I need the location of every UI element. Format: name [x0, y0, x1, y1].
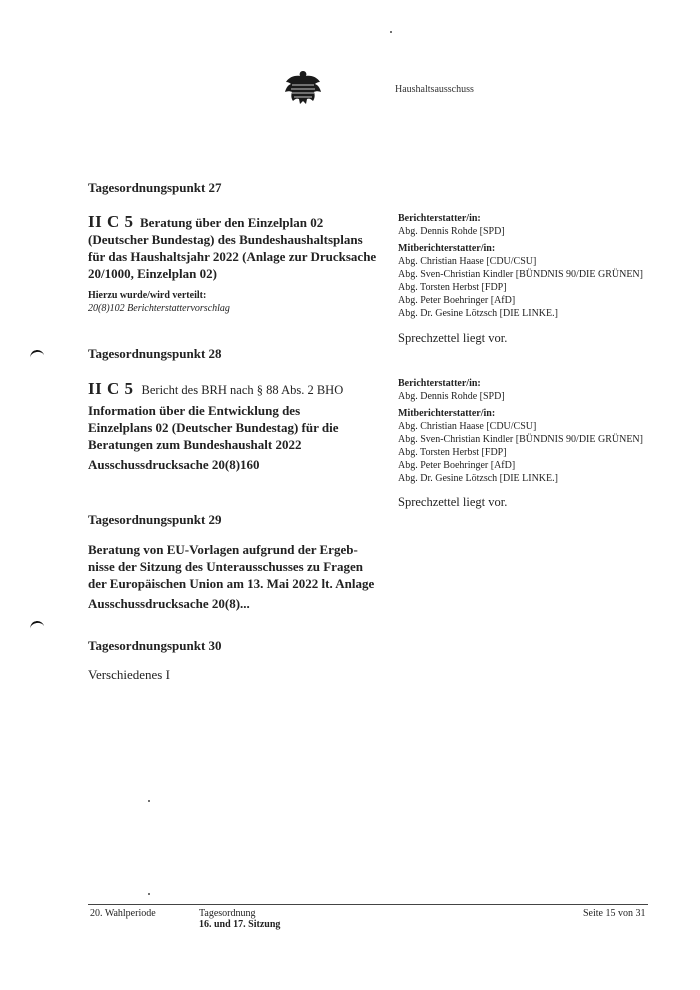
- item-29-title-line-2: nisse der Sitzung des Unterausschusses zu Fragen: [88, 559, 363, 574]
- item-28-code-line: [88, 379, 343, 399]
- item-28-corapporteur-label: Mitberichterstatter/in:: [398, 408, 496, 419]
- item-28-corapporteur: Abg. Christian Haase [CDU/CSU]: [398, 421, 537, 432]
- item-27-corapporteur-label: Mitberichterstatter/in:: [398, 243, 496, 254]
- item-28-corapporteur: Abg. Torsten Herbst [FDP]: [398, 447, 507, 458]
- item-29-title: [88, 541, 388, 592]
- item-27-corapporteur: Abg. Dr. Gesine Lötzsch [DIE LINKE.]: [398, 308, 558, 319]
- footer-session: 16. und 17. Sitzung: [199, 919, 281, 930]
- item-27-rapporteurs: [398, 212, 668, 320]
- item-27-code: II C 5: [88, 212, 134, 231]
- item-28-corapporteur: Abg. Peter Boehringer [AfD]: [398, 460, 516, 471]
- item-27-corapporteur: Abg. Peter Boehringer [AfD]: [398, 295, 516, 306]
- committee-name: Haushaltsausschuss: [395, 84, 474, 95]
- item-27-heading: Tagesordnungspunkt 27: [88, 180, 222, 195]
- item-28-rapporteur: Abg. Dennis Rohde [SPD]: [398, 391, 505, 402]
- item-27-rapporteur-label: Berichterstatter/in:: [398, 213, 481, 224]
- footer-agenda: Tagesordnung: [199, 908, 256, 919]
- item-29-title-line-1: Beratung von EU-Vorlagen aufgrund der Ergeb-: [88, 542, 358, 557]
- item-28-title-line-1: Information über die Entwicklung des: [88, 403, 301, 418]
- item-28-title-line-2: Einzelplans 02 (Deutscher Bundestag) für die: [88, 420, 339, 435]
- margin-mark: [29, 349, 44, 361]
- item-27-corapporteur: Abg. Sven-Christian Kindler [BÜNDNIS 90/DIE GRÜNEN]: [398, 269, 643, 280]
- item-28-corapporteur: Abg. Sven-Christian Kindler [BÜNDNIS 90/DIE GRÜNEN]: [398, 434, 643, 445]
- item-30-text: Verschiedenes I: [88, 667, 170, 682]
- item-28-doc-ref: Ausschussdrucksache 20(8)160: [88, 457, 260, 472]
- item-27-rapporteur: Abg. Dennis Rohde [SPD]: [398, 226, 505, 237]
- item-27-title-line-1: Beratung über den Einzelplan 02: [140, 215, 324, 230]
- item-27-corapporteur: Abg. Torsten Herbst [FDP]: [398, 282, 507, 293]
- item-28-subtitle: Bericht des BRH nach § 88 Abs. 2 BHO: [141, 383, 344, 397]
- scan-speck: [390, 31, 392, 33]
- item-30-heading: Tagesordnungspunkt 30: [88, 638, 222, 653]
- margin-mark: [29, 620, 44, 632]
- bundestag-eagle-logo: [283, 68, 323, 106]
- item-27-corapporteur: Abg. Christian Haase [CDU/CSU]: [398, 256, 537, 267]
- item-27-note: Sprechzettel liegt vor.: [398, 331, 508, 345]
- item-28-title: [88, 402, 388, 453]
- scan-speck: [148, 893, 150, 895]
- item-27-distributed-label: Hierzu wurde/wird verteilt:: [88, 290, 207, 301]
- item-28-title-line-3: Beratungen zum Bundeshaushalt 2022: [88, 437, 302, 452]
- item-27-title: [88, 213, 388, 282]
- item-29-heading: Tagesordnungspunkt 29: [88, 512, 222, 527]
- item-29-title-line-3: der Europäischen Union am 13. Mai 2022 lt. Anlage: [88, 576, 375, 591]
- item-28-rapporteur-label: Berichterstatter/in:: [398, 378, 481, 389]
- item-28-code: II C 5: [88, 379, 134, 398]
- footer-page: Seite 15 von 31: [583, 908, 646, 919]
- item-28-note: Sprechzettel liegt vor.: [398, 495, 508, 509]
- item-28-heading: Tagesordnungspunkt 28: [88, 346, 222, 361]
- item-28-corapporteur: Abg. Dr. Gesine Lötzsch [DIE LINKE.]: [398, 473, 558, 484]
- footer-agenda-block: [199, 908, 280, 930]
- item-28-rapporteurs: [398, 377, 668, 485]
- scan-speck: [148, 800, 150, 802]
- footer-period: 20. Wahlperiode: [90, 908, 156, 919]
- item-27-title-line-2: (Deutscher Bundestag) des Bundeshaushaltsplans: [88, 232, 363, 247]
- item-29-doc-ref: Ausschussdrucksache 20(8)...: [88, 596, 250, 611]
- footer-rule: [88, 904, 648, 905]
- item-27-title-line-4: 20/1000, Einzelplan 02): [88, 266, 217, 281]
- item-27-distributed-item: 20(8)102 Berichterstattervorschlag: [88, 303, 230, 314]
- item-27-title-line-3: für das Haushaltsjahr 2022 (Anlage zur Drucksache: [88, 249, 377, 264]
